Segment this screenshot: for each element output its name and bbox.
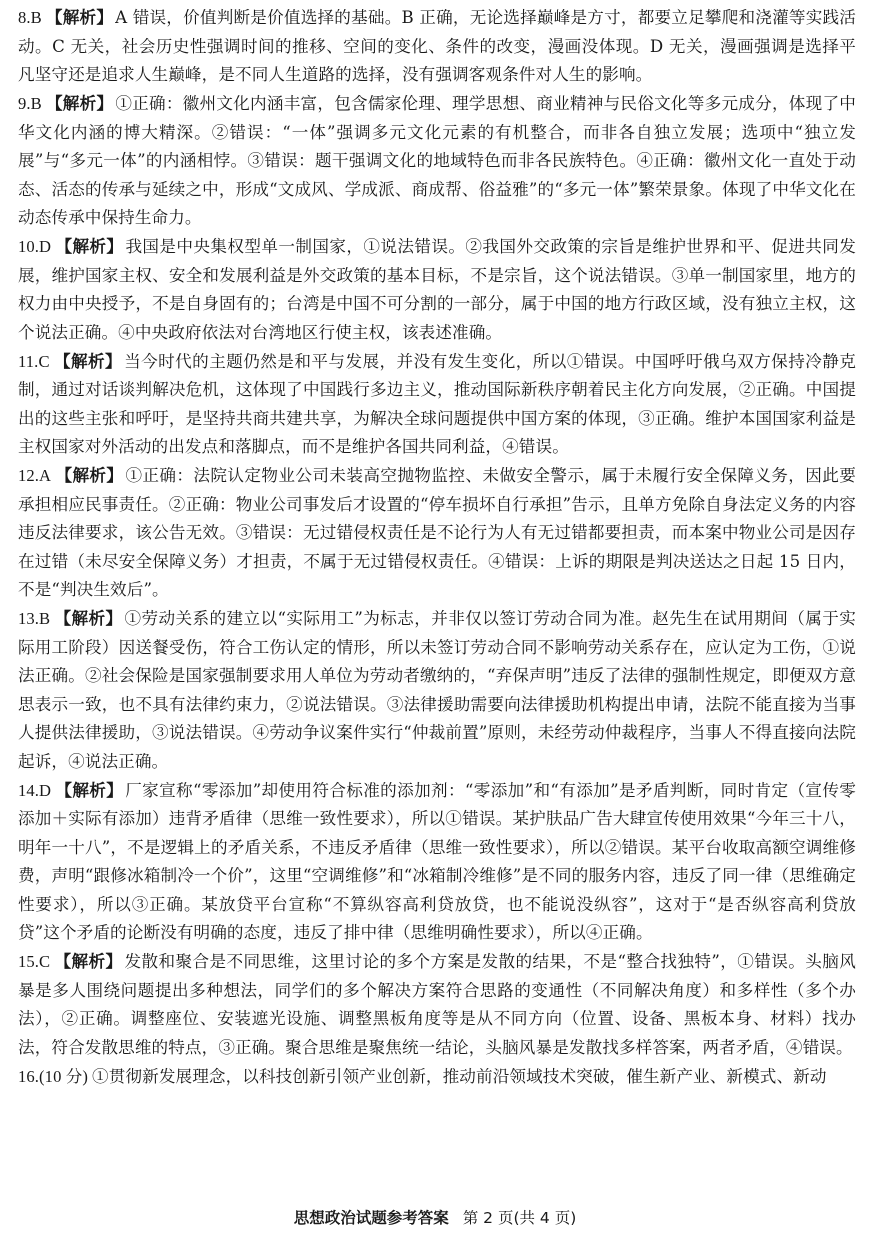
page-footer xyxy=(0,1206,870,1228)
footer-title: 思想政治试题参考答案 xyxy=(293,1209,449,1227)
answer-choice: C xyxy=(39,952,51,971)
analysis-text: ①正确：法院认定物业公司未装高空抛物监控、未做安全警示，属于未履行安全保障义务，因此要承担相应民事责任。②正确：物业公司事发后才设置的“停车损坏自行承担”告示，且单方免除自身法定义务的内容违反法律要求，该公告无效。③错误：无过错侵权责任是不论行为人有无过错都要担责，而本案中物业公司是因存在过错（未尽安全保障义务）才担责，不属于无过错侵权责任。④错误：上诉的期限是判决送达之日起 15 日内，不是“判决生效后”。 xyxy=(18,466,856,599)
question-number: 11. xyxy=(18,351,39,371)
analysis-tag: 【解析】 xyxy=(53,351,123,371)
answer-item-14 xyxy=(18,777,856,948)
answer-choice: B xyxy=(30,94,42,113)
answer-choice: D xyxy=(39,237,52,256)
analysis-text: ①贯彻新发展理念，以科技创新引领产业创新，推动前沿领域技术突破，催生新产业、新模式、新动 xyxy=(92,1066,827,1086)
answer-choice: B xyxy=(30,8,42,27)
question-number: 9. xyxy=(18,94,31,113)
question-number: 16. xyxy=(18,1066,40,1086)
analysis-tag: 【解析】 xyxy=(55,780,124,800)
answer-item-10 xyxy=(18,233,856,347)
analysis-text: 厂家宣称“零添加”却使用符合标准的添加剂：“零添加”和“有添加”是矛盾判断，同时肯定（宣传零添加＋实际有添加）违背矛盾律（思维一致性要求），所以①错误。某护肤品广告大肆宣传使用效果“今年三十八，明年一十八”，不是逻辑上的矛盾关系，不违反矛盾律（思维一致性要求），所以②错误。某平台收取高额空调维修费，声明“跟修冰箱制冷一个价”，这里“空调维修”和“冰箱制冷维修”是不同的服务内容，违反了同一律（思维确定性要求），所以③正确。某放贷平台宣称“不算纵容高利贷放贷，也不能说没纵容”，这对于“是否纵容高利贷放贷”这个矛盾的论断没有明确的态度，违反了排中律（思维明确性要求），所以④正确。 xyxy=(18,780,856,942)
analysis-text: ①劳动关系的建立以“实际用工”为标志，并非仅以签订劳动合同为准。赵先生在试用期间（属于实际用工阶段）因送餐受伤，符合工伤认定的情形，所以未签订劳动合同不影响劳动关系存在，应认定为工伤，①说法正确。②社会保险是国家强制要求用人单位为劳动者缴纳的，“弃保声明”违反了法律的强制性规定，即便双方意思表示一致，也不具有法律约束力，②说法错误。③法律援助需要向法律援助机构提出申请，法院不能直接为当事人提供法律援助，③说法错误。④劳动争议案件实行“仲裁前置”原则，未经劳动仲裁程序，当事人不得直接向法院起诉，④说法正确。 xyxy=(18,609,856,771)
answer-choice: D xyxy=(39,780,52,800)
answer-choice: B xyxy=(39,609,51,628)
analysis-text: 当今时代的主题仍然是和平与发展，并没有发生变化，所以①错误。中国呼吁俄乌双方保持冷静克制，通过对话谈判解决危机，这体现了中国践行多边主义，推动国际新秩序朝着民主化方向发展，②正确。中国提出的这些主张和呼吁，是坚持共商共建共享，为解决全球问题提供中国方案的体现，③正确。维护本国国家利益是主权国家对外活动的出发点和落脚点，而不是维护各国共同利益，④错误。 xyxy=(18,351,856,456)
footer-page-number: 第 2 页(共 4 页) xyxy=(462,1209,577,1227)
question-number: 15. xyxy=(18,952,40,971)
answer-choice: C xyxy=(38,351,50,371)
analysis-tag: 【解析】 xyxy=(45,8,114,27)
question-number: 8. xyxy=(18,8,31,27)
answer-score: (10 分) xyxy=(39,1066,89,1086)
analysis-text: 发散和聚合是不同思维，这里讨论的多个方案是发散的结果，不是“整合找独特”，①错误。头脑风暴是多人围绕问题提出多种想法，同学们的多个解决方案符合思路的变通性（不同解决角度）和多样性（多个办法），②正确。调整座位、安装遮光设施、调整黑板角度等是从不同方向（位置、设备、黑板本身、材料）找办法，符合发散思维的特点，③正确。聚合思维是聚焦统一结论，头脑风暴是发散找多样答案，两者矛盾，④错误。 xyxy=(18,952,856,1057)
analysis-tag: 【解析】 xyxy=(55,237,124,256)
answer-choice: A xyxy=(39,466,52,485)
analysis-text: A 错误，价值判断是价值选择的基础。B 正确，无论选择巅峰是方寸，都要立足攀爬和浇灌等实践活动。C 无关，社会历史性强调时间的推移、空间的变化、条件的改变，漫画没体现。D 无关，漫画强调是选择平凡坚守还是追求人生巅峰，是不同人生道路的选择，没有强调客观条件对人生的影响。 xyxy=(18,8,856,84)
analysis-tag: 【解析】 xyxy=(55,466,124,485)
question-number: 10. xyxy=(18,237,40,256)
question-number: 12. xyxy=(18,466,40,485)
answer-item-9 xyxy=(18,90,856,233)
answer-item-12 xyxy=(18,462,856,605)
answer-item-16 xyxy=(18,1063,856,1092)
analysis-text: 我国是中央集权型单一制国家，①说法错误。②我国外交政策的宗旨是维护世界和平、促进共同发展，维护国家主权、安全和发展利益是外交政策的基本目标，不是宗旨，这个说法错误。③单一制国家里，地方的权力由中央授予，不是自身固有的；台湾是中国不可分割的一部分，属于中国的地方行政区域，没有独立主权，这个说法正确。④中央政府依法对台湾地区行使主权，该表述准确。 xyxy=(18,237,856,342)
question-number: 14. xyxy=(18,780,40,800)
answer-item-13 xyxy=(18,605,856,776)
answer-item-15 xyxy=(18,948,856,1062)
question-number: 13. xyxy=(18,609,40,628)
answer-item-8 xyxy=(18,4,856,90)
analysis-tag: 【解析】 xyxy=(54,952,123,971)
answer-item-11 xyxy=(18,348,856,462)
answer-list xyxy=(18,4,856,1092)
analysis-text: ①正确：徽州文化内涵丰富，包含儒家伦理、理学思想、商业精神与民俗文化等多元成分，体现了中华文化内涵的博大精深。②错误：“一体”强调多元文化元素的有机整合，而非各自独立发展；选项中“独立发展”与“多元一体”的内涵相悖。③错误：题干强调文化的地域特色而非各民族特色。④正确：徽州文化一直处于动态、活态的传承与延续之中，形成“文成风、学成派、商成帮、俗益雅”的“多元一体”繁荣景象。体现了中华文化在动态传承中保持生命力。 xyxy=(18,94,856,227)
analysis-tag: 【解析】 xyxy=(45,94,114,113)
analysis-tag: 【解析】 xyxy=(54,609,123,628)
